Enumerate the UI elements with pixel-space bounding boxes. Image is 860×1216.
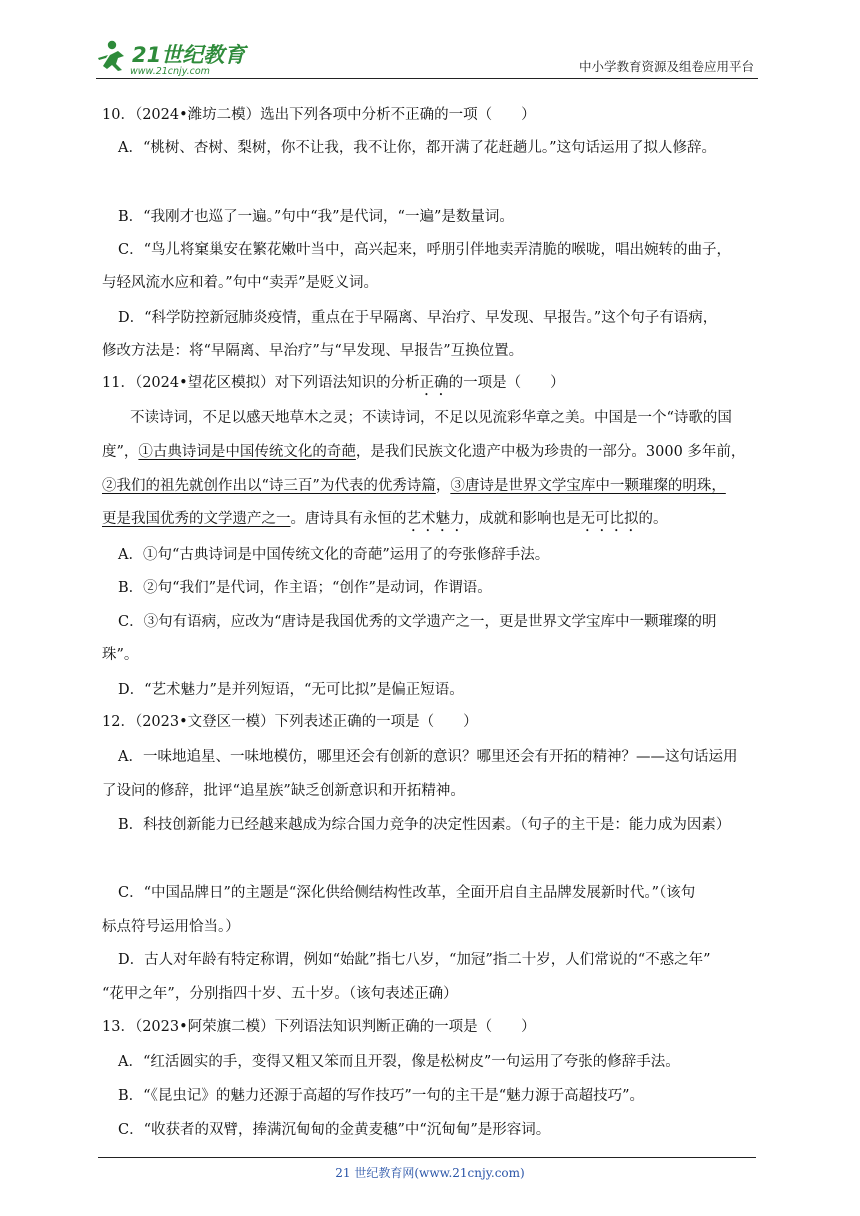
q11-option-b: B．②句“我们”是代词，作主语；“创作”是动词，作谓语。: [118, 580, 492, 596]
page-header: [96, 36, 758, 79]
platform-name: 中小学教育资源及组卷应用平台: [578, 59, 754, 74]
q12-stem: 12．（2023•文登区一模）下列表述正确的一项是（ ）: [102, 714, 478, 730]
footer-divider: [98, 1157, 756, 1158]
svg-text:www.21cnjy.com: www.21cnjy.com: [130, 66, 210, 77]
q11-stem-emphasis: 正确: [419, 375, 449, 391]
q12-option-c-line2: 标点符号运用恰当。）: [102, 919, 240, 935]
q11-passage-line1: 不读诗词，不足以感天地草木之灵；不读诗词，不足以见流彩华章之美。中国是一个“诗歌的国: [130, 410, 732, 426]
q11-option-c-line1: C．③句有语病，应改为“唐诗是我国优秀的文学遗产之一，更是世界文学宝库中一颗璀璨的明: [118, 614, 717, 630]
q11-passage-line3: ②我们的祖先就创作出以“诗三百”为代表的优秀诗篇，③唐诗是世界文学宝库中一颗璀璨的明珠，: [102, 478, 726, 494]
q12-option-d-line2: “花甲之年”，分别指四十岁、五十岁。（该句表述正确）: [102, 986, 458, 1002]
q10-option-c-line2: 与轻风流水应和着。”句中“卖弄”是贬义词。: [102, 275, 378, 291]
sentence-3-underlined: ③唐诗是世界文学宝库中一颗璀璨的明珠，: [450, 478, 726, 494]
q13-stem: 13．（2023•阿荣旗二模）下列语法知识判断正确的一项是（ ）: [102, 1019, 536, 1035]
q13-option-a: A．“红活圆实的手，变得又粗又笨而且开裂，像是松树皮”一句运用了夸张的修辞手法。: [118, 1054, 680, 1070]
q10-option-d-line2: 修改方法是：将“早隔离、早治疗”与“早发现、早报告”互换位置。: [102, 343, 524, 359]
sentence-3-underlined-cont: 更是我国优秀的文学遗产之一: [102, 511, 291, 527]
sentence-1-underlined: ①古典诗词是中国传统文化的奇葩: [138, 444, 356, 460]
q12-option-b: B．科技创新能力已经越来越成为综合国力竞争的决定性因素。（句子的主干是：能力成为因素）: [118, 817, 731, 833]
q11-option-d: D．“艺术魅力”是并列短语，“无可比拟”是偏正短语。: [118, 682, 464, 698]
q11-passage-line4: 更是我国优秀的文学遗产之一。唐诗具有永恒的艺术魅力，成就和影响也是无可比拟的。: [102, 511, 668, 527]
q13-option-c: C．“收获者的双臂，捧满沉甸甸的金黄麦穗”中“沉甸甸”是形容词。: [118, 1122, 551, 1138]
q13-option-b: B．“《昆虫记》的魅力还源于高超的写作技巧”一句的主干是“魅力源于高超技巧”。: [118, 1088, 645, 1104]
q10-stem: 10．（2024•潍坊二模）选出下列各项中分析不正确的一项（ ）: [102, 107, 536, 123]
q11-option-c-line2: 珠”。: [102, 647, 139, 663]
q12-option-c-line1: C．“中国品牌日”的主题是“深化供给侧结构性改革，全面开启自主品牌发展新时代。”（该句: [118, 885, 696, 901]
running-figure-icon: [98, 41, 124, 71]
q10-option-b: B．“我刚才也巡了一遍。”句中“我”是代词，“一遍”是数量词。: [118, 209, 514, 225]
q10-option-a: A．“桃树、杏树、梨树，你不让我，我不让你，都开满了花赶趟儿。”这句话运用了拟人修辞。: [118, 140, 717, 156]
q10-option-d-line1: D．“科学防控新冠肺炎疫情，重点在于早隔离、早治疗、早发现、早报告。”这个句子有语病，: [118, 310, 718, 326]
q11-option-a: A．①句“古典诗词是中国传统文化的奇葩”运用了的夸张修辞手法。: [118, 547, 550, 563]
q11-passage-line2: 度”，①古典诗词是中国传统文化的奇葩，是我们民族文化遗产中极为珍贵的一部分。3000 多年前，: [102, 444, 746, 460]
footer-link[interactable]: 21 世纪教育网(www.21cnjy.com): [335, 1166, 525, 1180]
q12-option-a-line1: A．一味地追星、一味地模仿，哪里还会有创新的意识？哪里还会有开拓的精神？——这句话运用: [118, 749, 738, 765]
sentence-2-underlined: ②我们的祖先就创作出以“诗三百”为代表的优秀诗篇: [102, 478, 436, 494]
q10-option-c-line1: C．“鸟儿将窠巢安在繁花嫩叶当中，高兴起来，呼朋引伴地卖弄清脆的喉咙，唱出婉转的曲子，: [118, 242, 732, 258]
site-logo: [96, 36, 266, 78]
emphasis-art-charm: 艺术魅力: [406, 511, 465, 527]
emphasis-incomparable: 无可比拟: [580, 511, 639, 527]
q12-option-a-line2: 了设问的修辞，批评“追星族”缺乏创新意识和开拓精神。: [102, 783, 465, 799]
q11-stem: 11．（2024•望花区模拟）对下列语法知识的分析正确的一项是（ ）: [102, 375, 565, 391]
q12-option-d-line1: D．古人对年龄有特定称谓，例如“始龀”指七八岁，“加冠”指二十岁，人们常说的“不惑之年”: [118, 952, 711, 968]
svg-text:21世纪教育: 21世纪教育: [132, 43, 246, 67]
